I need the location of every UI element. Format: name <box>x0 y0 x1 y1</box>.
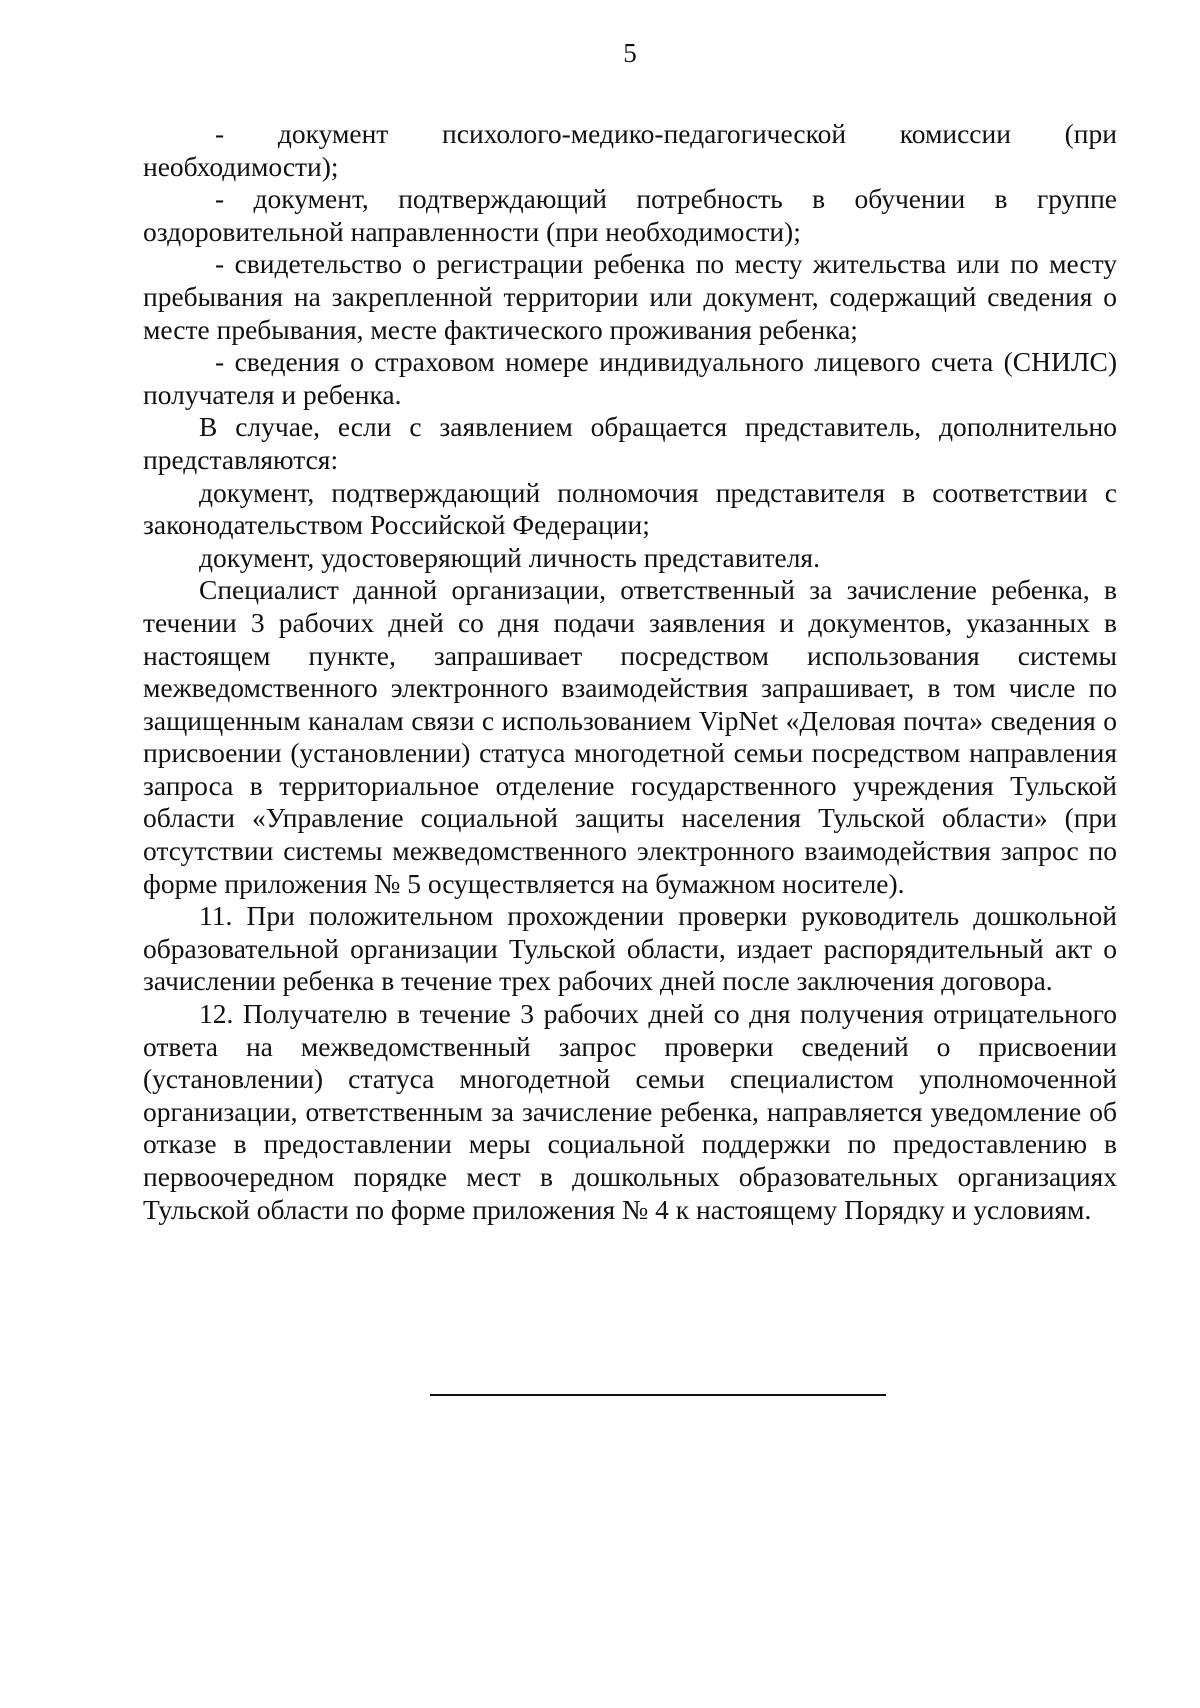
paragraph-pmpk-document: - документ психолого-медико-педагогической комиссии (при необходимости); <box>143 118 1117 182</box>
document-body <box>143 118 1117 1226</box>
paragraph-representative-identity: документ, удостоверяющий личность представителя. <box>199 541 820 573</box>
end-divider-line <box>430 1394 886 1396</box>
paragraph-item-12: 12. Получателю в течение 3 рабочих дней со дня получения отрицательного ответа на межведомственный запрос проверки сведений о присвоении (установлении) статуса многодетной семьи специалистом уполномоченной организации, ответственным за зачисление ребенка, направляется уведомление об отказе в предоставлении меры социальной поддержки по предоставлению в первоочередном порядке мест в дошкольных образовательных организациях Тульской области по форме приложения № 4 к настоящему Порядку и условиям. <box>143 998 1117 1225</box>
paragraph-representative-authority: документ, подтверждающий полномочия представителя в соответствии с законодательством Российской Федерации; <box>143 476 1117 541</box>
paragraph-representative-intro: В случае, если с заявлением обращается представитель, дополнительно представляются: <box>143 411 1117 475</box>
paragraph-item-11: 11. При положительном прохождении проверки руководитель дошкольной образовательной организации Тульской области, издает распорядительный акт о зачислении ребенка в течение трех рабочих дней после заключения договора. <box>143 900 1117 997</box>
page-number: 5 <box>623 38 637 68</box>
paragraph-specialist-request: Специалист данной организации, ответственный за зачисление ребенка, в течении 3 рабочих дней со дня подачи заявления и документов, указанных в настоящем пункте, запрашивает посредством использования системы межведомственного электронного взаимодействия запрашивает, в том числе по защищенным каналам связи с использованием VipNet «Деловая почта» сведения о присвоении (установлении) статуса многодетной семьи посредством направления запроса в территориальное отделение государственного учреждения Тульской области «Управление социальной защиты населения Тульской области» (при отсутствии системы межведомственного электронного взаимодействия запрос по форме приложения № 5 осуществляется на бумажном носителе). <box>143 574 1117 899</box>
paragraph-snils: - сведения о страховом номере индивидуального лицевого счета (СНИЛС) получателя и ребенка. <box>143 346 1117 410</box>
paragraph-health-group-document: - документ, подтверждающий потребность в обучении в группе оздоровительной направленности (при необходимости); <box>143 183 1117 247</box>
paragraph-registration-certificate: - свидетельство о регистрации ребенка по месту жительства или по месту пребывания на закрепленной территории или документ, содержащий сведения о месте пребывания, месте фактического проживания ребенка; <box>143 248 1117 345</box>
